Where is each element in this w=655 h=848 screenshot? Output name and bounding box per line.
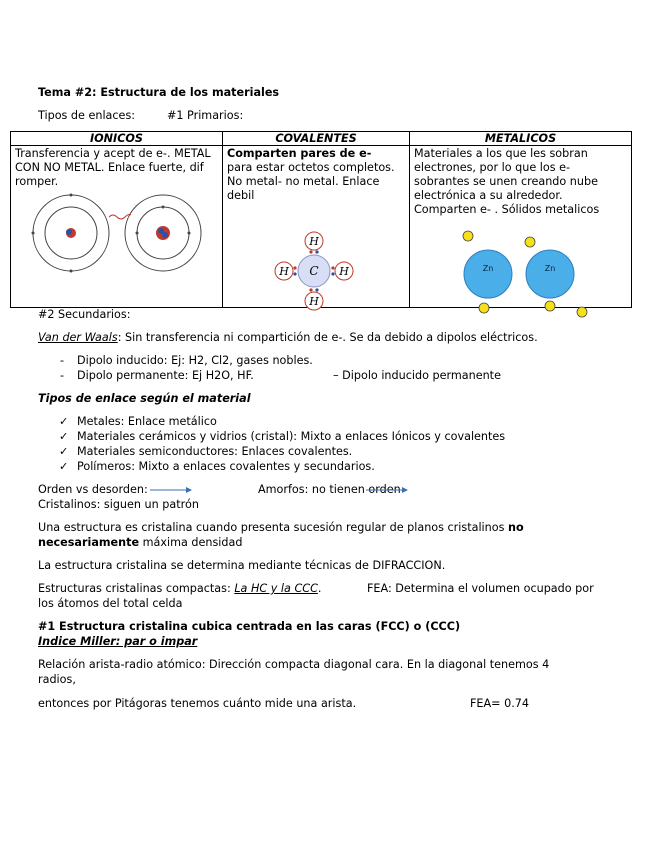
covalent-methane-diagram	[273, 230, 355, 312]
enlaces-table	[10, 131, 632, 308]
difraccion-text: La estructura cristalina se determina mediante técnicas de DIFRACCION.	[38, 559, 446, 572]
fea-definicion-1: FEA: Determina el volumen ocupado por	[367, 582, 594, 595]
amorfos-label: Amorfos: no tienen orden	[258, 483, 401, 496]
check-icon: ✓	[59, 415, 69, 428]
tipo-material-2: Materiales cerámicos y vidrios (cristal): Mixto a enlaces Iónicos y covalentes	[77, 430, 506, 443]
atom-h-label-right: H	[339, 265, 349, 278]
dipolo-dash-2: -	[60, 369, 65, 382]
cristalina-text-1: Una estructura es cristalina cuando presenta sucesión regular de planos cristalinos	[38, 521, 508, 534]
covalentes-text	[227, 147, 406, 203]
page-title: Tema #2: Estructura de los materiales	[38, 86, 280, 99]
atom-c-label: C	[309, 264, 319, 278]
header-covalentes: COVALENTES	[223, 132, 410, 146]
tipo-material-1: Metales: Enlace metálico	[77, 415, 217, 428]
compactas-line	[38, 582, 321, 596]
ionic-bond-diagram	[29, 193, 209, 275]
cell-ionicos	[11, 146, 223, 308]
primarios-label: #1 Primarios:	[167, 109, 244, 122]
cristalina-text-2: máxima densidad	[139, 536, 243, 549]
compactas-term: La HC y la CCC	[234, 582, 318, 595]
dipolo-item-2: Dipolo permanente: Ej H2O, HF.	[77, 369, 254, 382]
cristalina-bold-1: no	[507, 521, 524, 534]
cristalinos-label: Cristalinos: siguen un patrón	[38, 498, 199, 511]
tipo-material-4: Polímeros: Mixto a enlaces covalentes y secundarios.	[77, 460, 375, 473]
van-der-waals-line	[38, 331, 538, 345]
tipos-label: Tipos de enlaces:	[38, 109, 136, 122]
tipo-material-3: Materiales semiconductores: Enlaces covalentes.	[77, 445, 353, 458]
zn-label-2: Zn	[544, 264, 556, 273]
compactas-label: Estructuras cristalinas compactas:	[38, 582, 235, 595]
cristalina-definicion-2	[38, 536, 242, 550]
dipolo-dash-1: -	[60, 354, 65, 367]
tipos-material-heading: Tipos de enlace según el material	[38, 392, 251, 405]
van-der-waals-term: Van der Waals	[38, 331, 118, 344]
atom-h-label-top: H	[309, 235, 319, 248]
cristalina-definicion-1	[38, 521, 524, 535]
atom-h-label-bottom: H	[309, 295, 319, 308]
cell-covalentes	[223, 146, 410, 308]
arrow-icon	[150, 485, 194, 495]
check-icon: ✓	[59, 445, 69, 458]
covalentes-line2: No metal- no metal. Enlace debil	[227, 175, 380, 202]
orden-label: Orden vs desorden:	[38, 483, 148, 496]
fea-definicion-2: los átomos del total celda	[38, 597, 183, 610]
covalentes-line1: para estar octetos completos.	[227, 161, 395, 174]
atom-h-label-left: H	[279, 265, 289, 278]
relacion-line-2: radios,	[38, 673, 76, 686]
dipolo-nota: – Dipolo inducido permanente	[333, 369, 501, 382]
van-der-waals-text: : Sin transferencia ni compartición de e-. Se da debido a dipolos eléctricos.	[117, 331, 538, 344]
fcc-heading: #1 Estructura cristalina cubica centrada en las caras (FCC) o (CCC)	[38, 620, 461, 633]
compactas-dot: .	[317, 582, 322, 595]
covalentes-bold: Comparten pares de e-	[227, 147, 372, 160]
fea-value: FEA= 0.74	[470, 697, 529, 710]
metalicos-text: Materiales a los que les sobran electrones, por lo que los e- sobrantes se unen creando nube electrónica a su alrededor. Comparten e- . Sólidos metalicos	[414, 147, 600, 216]
metallic-bond-diagram	[458, 230, 588, 322]
header-ionicos: IONICOS	[11, 132, 223, 146]
relacion-line-1: Relación arista-radio atómico: Dirección compacta diagonal cara. En la diagonal tenemos 4	[38, 658, 550, 671]
arrow-icon	[366, 485, 410, 495]
cell-metalicos	[410, 146, 632, 308]
dipolo-item-1: Dipolo inducido: Ej: H2, Cl2, gases nobles.	[77, 354, 313, 367]
check-icon: ✓	[59, 430, 69, 443]
ionicos-text: Transferencia y acept de e-. METAL CON NO METAL. Enlace fuerte, dif romper.	[15, 147, 211, 188]
check-icon: ✓	[59, 460, 69, 473]
zn-label-1: Zn	[482, 264, 494, 273]
secundarios-label: #2 Secundarios:	[38, 308, 131, 321]
cristalina-bold-2: necesariamente	[38, 536, 140, 549]
miller-heading: Indice Miller: par o impar	[38, 635, 198, 648]
header-metalicos: METALICOS	[410, 132, 632, 146]
pitagoras-text: entonces por Pitágoras tenemos cuánto mide una arista.	[38, 697, 357, 710]
